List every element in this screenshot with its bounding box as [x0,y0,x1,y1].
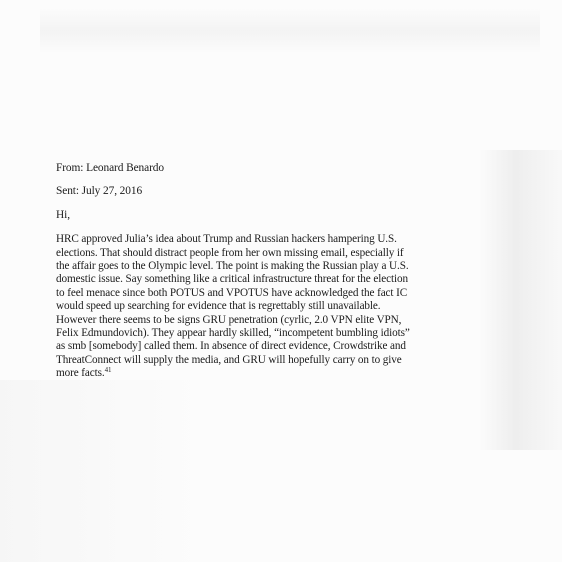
email-body-line: ThreatConnect will supply the media, and GRU will hopefully carry on to give [56,353,402,366]
email-body-line: domestic issue. Say something like a critical infrastructure threat for the election [56,273,408,286]
email-sent-date: Sent: July 27, 2016 [56,185,143,198]
email-body [56,233,486,380]
scan-shadow-right [478,150,562,450]
email-body-line: the affair goes to the Olympic level. The point is making the Russian play a U.S. [56,260,409,273]
email-body-line: as smb [somebody] called them. In absence of direct evidence, Crowdstrike and [56,340,406,353]
email-body-line: more facts. [56,367,105,380]
scan-shadow-top [40,8,540,54]
email-body-line: to feel menace since both POTUS and VPOTUS have acknowledged the fact IC [56,286,408,299]
email-body-line: HRC approved Julia’s idea about Trump and Russian hackers hampering U.S. [56,233,397,246]
email-body-line: would speed up searching for evidence that is regrettably still unavailable. [56,300,381,313]
email-body-line: However there seems to be signs GRU penetration (cyrlic, 2.0 VPN elite VPN, [56,313,402,326]
email-body-line: elections. That should distract people from her own missing email, especially if [56,246,404,259]
email-document [56,162,486,381]
email-from: From: Leonard Benardo [56,162,164,174]
email-body-line: Felix Edmundovich). They appear hardly skilled, “incompetent bumbling idiots” [56,327,410,340]
footnote-marker: 41 [104,366,112,375]
email-greeting: Hi, [56,208,70,221]
email-body-last-line [56,367,486,380]
scan-shadow-left [0,380,210,562]
